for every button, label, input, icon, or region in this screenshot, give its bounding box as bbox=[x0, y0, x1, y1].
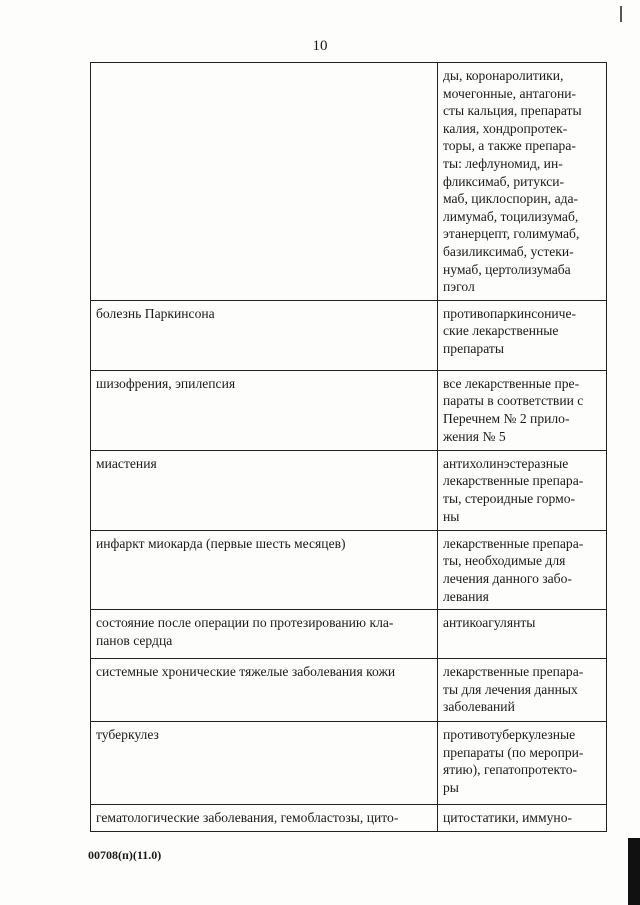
condition-cell bbox=[91, 300, 438, 370]
table-row bbox=[91, 610, 607, 659]
condition-text: шизофрения, эпилепсия bbox=[96, 375, 236, 391]
condition-text: системные хронические тяжелые заболевания кожи bbox=[96, 664, 396, 680]
medication-cell bbox=[438, 722, 607, 805]
table-row bbox=[91, 659, 607, 722]
medication-text: все лекарственные пре- параты в соответствии с Перечнем № 2 прило- жения № 5 bbox=[443, 375, 584, 444]
condition-text: миастения bbox=[96, 455, 157, 471]
table-row bbox=[91, 300, 607, 370]
condition-text: состояние после операции по протезированию кла- панов сердца bbox=[96, 615, 394, 648]
condition-cell bbox=[91, 530, 438, 609]
condition-cell bbox=[91, 722, 438, 805]
condition-cell bbox=[91, 370, 438, 450]
medication-cell bbox=[438, 370, 607, 450]
medication-cell bbox=[438, 300, 607, 370]
condition-text: туберкулез bbox=[96, 727, 159, 743]
scan-tick-mark bbox=[620, 6, 622, 22]
medication-text: антихолинэстеразные лекарственные препара- ты, стероидные гормо- ны bbox=[443, 455, 584, 524]
table-row bbox=[91, 63, 607, 301]
condition-cell bbox=[91, 450, 438, 530]
medication-text: противопаркинсониче- ские лекарственные препараты bbox=[443, 305, 577, 356]
medication-cell bbox=[438, 450, 607, 530]
document-code: 00708(п)(11.0) bbox=[88, 848, 162, 862]
condition-text: гематологические заболевания, гемобластозы, цито- bbox=[96, 810, 399, 826]
medication-text: цитостатики, иммуно- bbox=[443, 810, 573, 826]
medication-text: антикоагулянты bbox=[443, 615, 536, 631]
condition-text: инфаркт миокарда (первые шесть месяцев) bbox=[96, 535, 346, 551]
table-row bbox=[91, 450, 607, 530]
medication-table bbox=[90, 62, 607, 832]
condition-text: болезнь Паркинсона bbox=[96, 305, 215, 321]
medication-text: ды, коронаролитики, мочегонные, антагони- сты кальция, препараты калия, хондропротек- торы, а также препара- ты: лефлуномид, ин- фликсимаб, ритукси- маб, циклоспорин, ада- лимумаб, тоцилизумаб, этанерцепт, голимумаб, базиликсимаб, устеки- нумаб, цертолизумаба пэгол bbox=[443, 68, 582, 295]
table-row bbox=[91, 370, 607, 450]
table-row bbox=[91, 530, 607, 609]
condition-cell bbox=[91, 659, 438, 722]
medication-cell bbox=[438, 805, 607, 832]
table-row bbox=[91, 722, 607, 805]
medication-cell bbox=[438, 610, 607, 659]
medication-text: противотуберкулезные препараты (по меропри- ятию), гепатопротекто- ры bbox=[443, 727, 584, 795]
medication-cell bbox=[438, 63, 607, 301]
medication-cell bbox=[438, 530, 607, 609]
page-number: 10 bbox=[312, 38, 328, 54]
condition-cell bbox=[91, 63, 438, 301]
table-row bbox=[91, 805, 607, 832]
scan-edge-mark bbox=[628, 838, 640, 905]
medication-text: лекарственные препара- ты для лечения данных заболеваний bbox=[443, 664, 584, 715]
medication-cell bbox=[438, 659, 607, 722]
medication-text: лекарственные препара- ты, необходимые для лечения данного забо- левания bbox=[443, 535, 584, 604]
condition-cell bbox=[91, 805, 438, 832]
condition-cell bbox=[91, 610, 438, 659]
